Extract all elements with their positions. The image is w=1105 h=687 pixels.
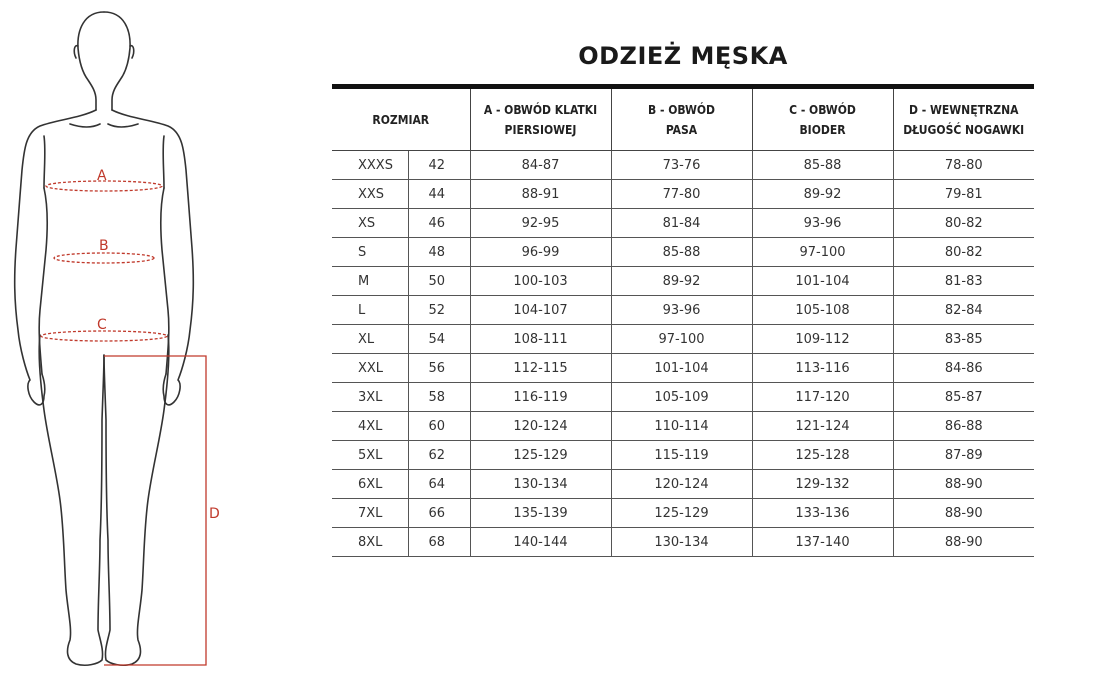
cell-waist: 110-114 <box>611 412 752 441</box>
header-waist-line-2: PASA <box>665 122 698 137</box>
header-size-label: ROZMIAR <box>372 112 430 127</box>
cell-size: XXS <box>332 180 408 209</box>
cell-hips: 85-88 <box>752 151 893 180</box>
cell-size: XS <box>332 209 408 238</box>
cell-inseam: 78-80 <box>893 151 1034 180</box>
cell-inseam: 85-87 <box>893 383 1034 412</box>
cell-number: 62 <box>408 441 470 470</box>
cell-waist: 81-84 <box>611 209 752 238</box>
table-row <box>332 470 1034 499</box>
cell-chest: 92-95 <box>470 209 611 238</box>
table-row <box>332 441 1034 470</box>
cell-size: 3XL <box>332 383 408 412</box>
table-row <box>332 296 1034 325</box>
cell-hips: 93-96 <box>752 209 893 238</box>
cell-waist: 101-104 <box>611 354 752 383</box>
cell-number: 56 <box>408 354 470 383</box>
header-inseam-line-1: D - WEWNĘTRZNA <box>909 102 1019 117</box>
cell-waist: 93-96 <box>611 296 752 325</box>
cell-waist: 77-80 <box>611 180 752 209</box>
size-table <box>332 89 1034 557</box>
waist-measure-ellipse <box>54 253 154 263</box>
cell-inseam: 87-89 <box>893 441 1034 470</box>
header-inseam-line-2: DŁUGOŚĆ NOGAWKI <box>903 122 1025 137</box>
cell-size: XL <box>332 325 408 354</box>
cell-hips: 137-140 <box>752 528 893 557</box>
cell-chest: 112-115 <box>470 354 611 383</box>
table-row <box>332 180 1034 209</box>
cell-hips: 121-124 <box>752 412 893 441</box>
size-chart <box>332 84 1034 557</box>
header-hips-line-2: BIODER <box>799 122 846 137</box>
cell-size: S <box>332 238 408 267</box>
cell-hips: 129-132 <box>752 470 893 499</box>
cell-inseam: 80-82 <box>893 238 1034 267</box>
cell-hips: 97-100 <box>752 238 893 267</box>
label-c: C <box>97 317 107 333</box>
cell-inseam: 83-85 <box>893 325 1034 354</box>
table-row <box>332 325 1034 354</box>
cell-chest: 125-129 <box>470 441 611 470</box>
label-d: D <box>209 506 220 522</box>
header-size <box>332 89 470 151</box>
cell-waist: 125-129 <box>611 499 752 528</box>
cell-hips: 105-108 <box>752 296 893 325</box>
header-chest <box>470 89 611 151</box>
table-row <box>332 499 1034 528</box>
cell-chest: 100-103 <box>470 267 611 296</box>
cell-waist: 120-124 <box>611 470 752 499</box>
table-header <box>332 89 1034 151</box>
table-row <box>332 354 1034 383</box>
cell-inseam: 82-84 <box>893 296 1034 325</box>
body-outline <box>15 12 194 665</box>
header-hips <box>752 89 893 151</box>
cell-hips: 101-104 <box>752 267 893 296</box>
cell-hips: 133-136 <box>752 499 893 528</box>
cell-waist: 73-76 <box>611 151 752 180</box>
cell-chest: 135-139 <box>470 499 611 528</box>
label-b: B <box>99 238 109 254</box>
cell-size: L <box>332 296 408 325</box>
label-a: A <box>97 168 107 184</box>
header-inseam <box>893 89 1034 151</box>
cell-waist: 89-92 <box>611 267 752 296</box>
cell-chest: 84-87 <box>470 151 611 180</box>
cell-number: 48 <box>408 238 470 267</box>
cell-chest: 130-134 <box>470 470 611 499</box>
cell-inseam: 84-86 <box>893 354 1034 383</box>
cell-number: 64 <box>408 470 470 499</box>
cell-hips: 89-92 <box>752 180 893 209</box>
table-row <box>332 412 1034 441</box>
cell-size: 7XL <box>332 499 408 528</box>
table-row <box>332 151 1034 180</box>
table-body <box>332 151 1034 557</box>
header-chest-line-1: A - OBWÓD KLATKI <box>483 102 598 117</box>
cell-size: 4XL <box>332 412 408 441</box>
cell-size: 8XL <box>332 528 408 557</box>
table-row <box>332 383 1034 412</box>
cell-inseam: 88-90 <box>893 470 1034 499</box>
cell-inseam: 81-83 <box>893 267 1034 296</box>
cell-hips: 117-120 <box>752 383 893 412</box>
cell-chest: 140-144 <box>470 528 611 557</box>
cell-size: 6XL <box>332 470 408 499</box>
cell-size: 5XL <box>332 441 408 470</box>
cell-hips: 109-112 <box>752 325 893 354</box>
table-row <box>332 209 1034 238</box>
header-hips-line-1: C - OBWÓD <box>789 102 856 117</box>
human-silhouette-diagram <box>0 0 240 687</box>
cell-hips: 113-116 <box>752 354 893 383</box>
cell-number: 58 <box>408 383 470 412</box>
cell-inseam: 86-88 <box>893 412 1034 441</box>
header-waist <box>611 89 752 151</box>
cell-inseam: 88-90 <box>893 528 1034 557</box>
cell-size: M <box>332 267 408 296</box>
header-row <box>332 89 1034 151</box>
cell-waist: 85-88 <box>611 238 752 267</box>
cell-number: 60 <box>408 412 470 441</box>
table-row <box>332 528 1034 557</box>
cell-chest: 120-124 <box>470 412 611 441</box>
cell-inseam: 80-82 <box>893 209 1034 238</box>
cell-waist: 130-134 <box>611 528 752 557</box>
cell-chest: 116-119 <box>470 383 611 412</box>
cell-inseam: 88-90 <box>893 499 1034 528</box>
cell-chest: 108-111 <box>470 325 611 354</box>
cell-number: 68 <box>408 528 470 557</box>
cell-number: 46 <box>408 209 470 238</box>
cell-waist: 105-109 <box>611 383 752 412</box>
table-row <box>332 267 1034 296</box>
header-waist-line-1: B - OBWÓD <box>647 102 716 117</box>
cell-number: 54 <box>408 325 470 354</box>
page-title: ODZIEŻ MĘSKA <box>578 42 788 70</box>
inseam-measure-line <box>104 356 206 665</box>
cell-number: 42 <box>408 151 470 180</box>
cell-waist: 97-100 <box>611 325 752 354</box>
cell-number: 66 <box>408 499 470 528</box>
cell-inseam: 79-81 <box>893 180 1034 209</box>
cell-chest: 88-91 <box>470 180 611 209</box>
cell-hips: 125-128 <box>752 441 893 470</box>
cell-number: 44 <box>408 180 470 209</box>
cell-size: XXXS <box>332 151 408 180</box>
header-chest-line-2: PIERSIOWEJ <box>504 122 577 137</box>
cell-number: 50 <box>408 267 470 296</box>
cell-chest: 96-99 <box>470 238 611 267</box>
cell-number: 52 <box>408 296 470 325</box>
cell-waist: 115-119 <box>611 441 752 470</box>
cell-chest: 104-107 <box>470 296 611 325</box>
table-row <box>332 238 1034 267</box>
cell-size: XXL <box>332 354 408 383</box>
body-measurement-figure <box>0 0 240 687</box>
